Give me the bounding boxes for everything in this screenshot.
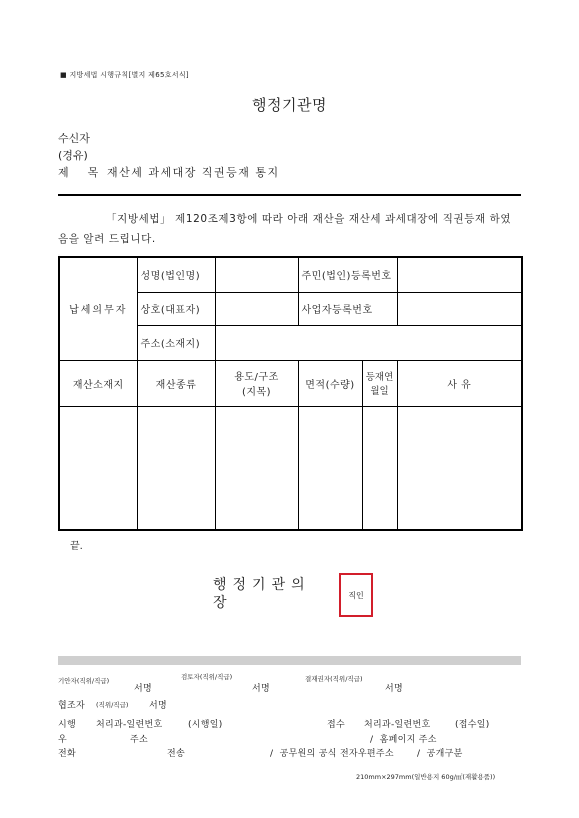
gray-divider (58, 656, 521, 665)
resident-no-value[interactable] (397, 257, 522, 292)
address-label: 주소(소재지) (137, 325, 215, 360)
enforce-date: (시행일) (188, 720, 223, 730)
col-use-line1: 용도/구조 (234, 372, 279, 383)
col-type: 재산종류 (137, 360, 215, 406)
enforce-label: 시행 (58, 720, 76, 730)
notice-body: 「지방세법」 제120조제3항에 따라 아래 재산을 재산세 과세대장에 직권등재 하였음을 알려 드립니다. (58, 213, 512, 245)
business-no-label: 사업자등록번호 (298, 292, 397, 325)
seal-text: 직인 (348, 590, 364, 600)
col-location: 재산소재지 (59, 360, 137, 406)
receipt-proc-no: 처리과-일련번호 (364, 720, 431, 730)
header-divider (58, 194, 521, 196)
email-label: / 공무원의 공식 전자우편주소 (270, 749, 394, 759)
issuer-name: 행정기관의장 (213, 577, 311, 611)
name-label: 성명(법인명) (137, 257, 215, 292)
homepage-label: / 홈페이지 주소 (370, 735, 437, 745)
approver-label: 결재권자(직위/직급) (305, 675, 363, 683)
paper-spec: 210mm×297mm(일반용지 60g/㎡(재활용품)) (356, 773, 496, 781)
enforce-proc-no: 처리과-일련번호 (96, 720, 163, 730)
col-area: 면적(수량) (298, 360, 362, 406)
drafter-sign: 서명 (134, 684, 152, 694)
cooperator-sign: 서명 (149, 701, 167, 711)
approver-sign: 서명 (385, 684, 403, 694)
resident-no-label: 주민(법인)등록번호 (298, 257, 397, 292)
phone-label: 전화 (58, 749, 76, 759)
company-label: 상호(대표자) (137, 292, 215, 325)
postal-label: 우 (58, 735, 67, 745)
property-table (58, 256, 523, 531)
agency-title: 행정기관명 (252, 96, 327, 114)
drafter-label: 기안자(직위/직급) (58, 677, 110, 685)
col-reg-date: 등재연월일 (362, 360, 397, 406)
cell-area[interactable] (298, 406, 362, 530)
official-seal-box (339, 573, 373, 617)
cell-location[interactable] (59, 406, 137, 530)
cell-type[interactable] (137, 406, 215, 530)
col-use-line2: (지목) (241, 387, 272, 398)
cell-reg-date[interactable] (362, 406, 397, 530)
reviewer-label: 검토자(직위/직급) (181, 673, 233, 681)
cooperator-title: (직위/직급) (96, 701, 129, 709)
form-reference-note: ■ 지방세법 시행규칙[별지 제65호서식] (60, 71, 189, 79)
subject-label: 제 목 (58, 166, 100, 179)
cell-use[interactable] (215, 406, 298, 530)
cell-reason[interactable] (397, 406, 522, 530)
end-mark: 끝. (70, 541, 83, 552)
name-value[interactable] (215, 257, 298, 292)
fax-label: 전송 (167, 749, 185, 759)
business-no-value[interactable] (397, 292, 522, 325)
col-use (215, 360, 298, 406)
receipt-date: (접수일) (455, 720, 490, 730)
reviewer-sign: 서명 (252, 684, 270, 694)
recipient-label: 수신자 (58, 132, 90, 145)
company-value[interactable] (215, 292, 298, 325)
col-reason: 사 유 (397, 360, 522, 406)
receipt-label: 접수 (327, 720, 345, 730)
taxpayer-label: 납세의무자 (59, 257, 137, 360)
cooperator-label: 협조자 (58, 701, 85, 711)
subject-text: 재산세 과세대장 직권등재 통지 (107, 166, 280, 179)
address-footer-label: 주소 (130, 735, 148, 745)
address-value[interactable] (215, 325, 522, 360)
disclosure-label: / 공개구분 (417, 749, 463, 759)
via-label: (경유) (58, 149, 88, 162)
